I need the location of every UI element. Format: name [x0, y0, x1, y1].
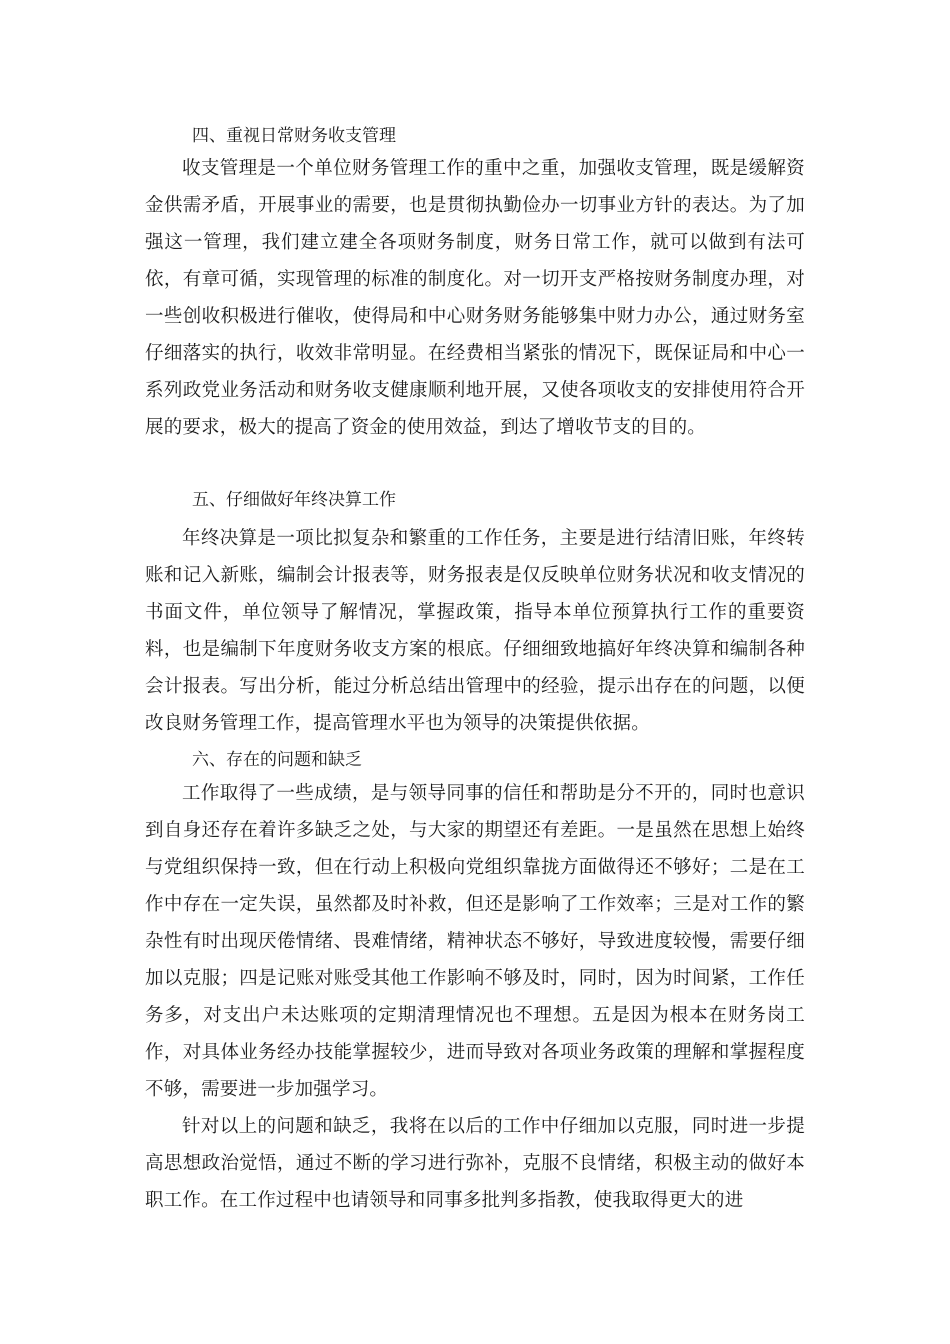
section-heading-6: 六、存在的问题和缺乏	[192, 750, 362, 770]
paragraph-income-expense-management: 收支管理是一个单位财务管理工作的重中之重，加强收支管理，既是缓解资金供需矛盾，开展事业的需要，也是贯彻执勤俭办一切事业方针的表达。为了加强这一管理，我们建立建全各项财务制度，财务日常工作，就可以做到有法可依，有章可循，实现管理的标准的制度化。对一切开支严格按财务制度办理，对一些创收积极进行催收，使得局和中心财务财务能够集中财力办公，通过财务室仔细落实的执行，收效非常明显。在经费相当紧张的情况下，既保证局和中心一系列政党业务活动和财务收支健康顺利地开展，又使各项收支的安排使用符合开展的要求，极大的提高了资金的使用效益，到达了增收节支的目的。	[145, 158, 805, 438]
paragraph-year-end-settlement: 年终决算是一项比拟复杂和繁重的工作任务，主要是进行结清旧账，年终转账和记入新账，编制会计报表等，财务报表是仅反映单位财务状况和收支情况的书面文件，单位领导了解情况，掌握政策，指导本单位预算执行工作的重要资料，也是编制下年度财务收支方案的根底。仔细细致地搞好年终决算和编制各种会计报表。写出分析，能过分析总结出管理中的经验，提示出存在的问题，以便改良财务管理工作，提高管理水平也为领导的决策提供依据。	[145, 528, 805, 734]
paragraph-problems-shortcomings: 工作取得了一些成绩，是与领导同事的信任和帮助是分不开的，同时也意识到自身还存在着许多缺乏之处，与大家的期望还有差距。一是虽然在思想上始终与党组织保持一致，但在行动上积极向党组织靠拢方面做得还不够好；二是在工作中存在一定失误，虽然都及时补救，但还是影响了工作效率；三是对工作的繁杂性有时出现厌倦情绪、畏难情绪，精神状态不够好，导致进度较慢，需要仔细加以克服；四是记账对账受其他工作影响不够及时，同时，因为时间紧，工作任务多，对支出户未达账项的定期清理情况也不理想。五是因为根本在财务岗工作，对具体业务经办技能掌握较少，进而导致对各项业务政策的理解和掌握程度不够，需要进一步加强学习。	[145, 783, 805, 1100]
paragraph-improvement-plan: 针对以上的问题和缺乏，我将在以后的工作中仔细加以克服，同时进一步提高思想政治觉悟，通过不断的学习进行弥补，克服不良情绪，积极主动的做好本职工作。在工作过程中也请领导和同事多批判多指教，使我取得更大的进	[145, 1116, 805, 1211]
section-heading-5: 五、仔细做好年终决算工作	[192, 490, 396, 510]
section-heading-4: 四、重视日常财务收支管理	[192, 126, 396, 146]
